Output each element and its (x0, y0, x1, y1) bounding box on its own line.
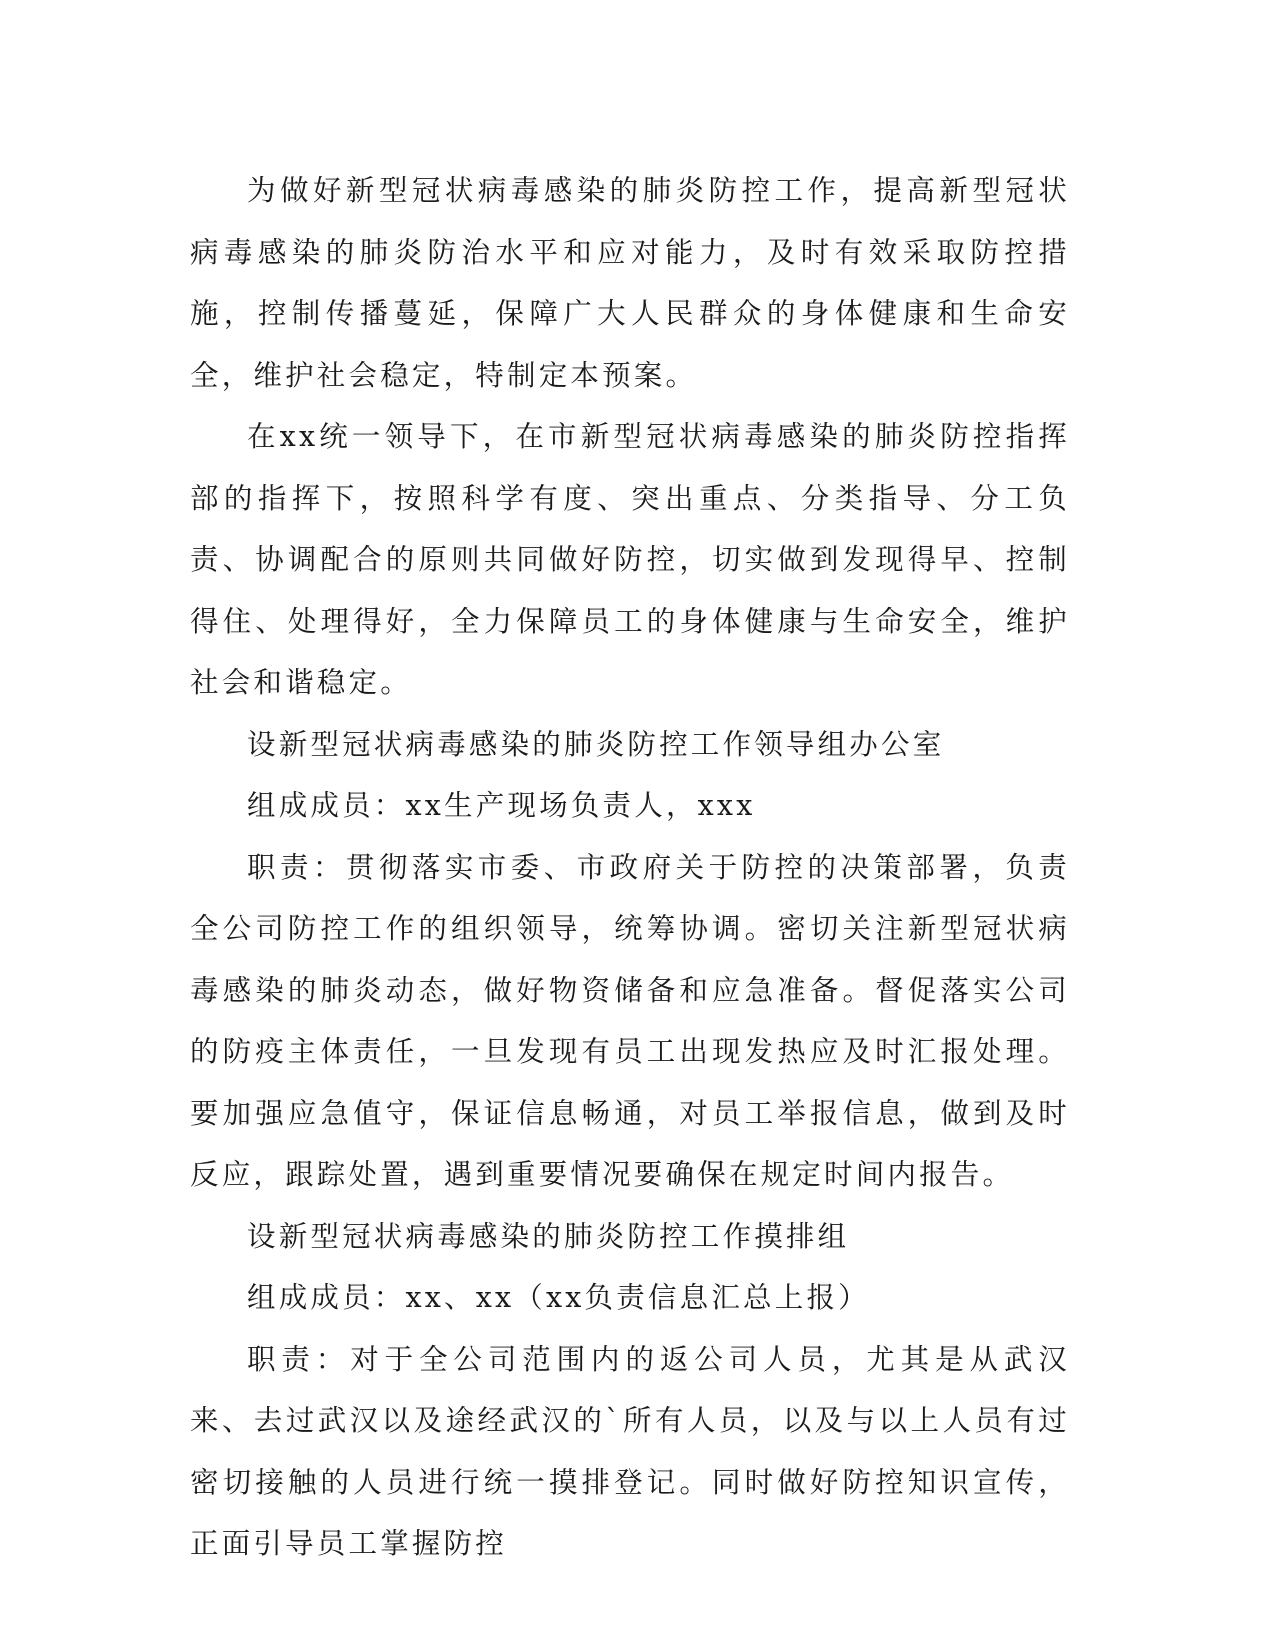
document-body (190, 160, 1070, 1575)
paragraph-survey-members: 组成成员：xx、xx（xx负责信息汇总上报） (247, 1281, 870, 1314)
paragraph-survey-heading: 设新型冠状病毒感染的肺炎防控工作摸排组 (247, 1219, 850, 1253)
paragraph-office-heading: 设新型冠状病毒感染的肺炎防控工作领导组办公室 (247, 727, 945, 761)
paragraph-purpose: 为做好新型冠状病毒感染的肺炎防控工作，提高新型冠状病毒感染的肺炎防治水平和应对能力，及时有效采取防控措施，控制传播蔓延，保障广大人民群众的身体健康和生命安全，维护社会稳定，特制定本预案。 (190, 174, 1070, 392)
paragraph-office-duties: 职责：贯彻落实市委、市政府关于防控的决策部署，负责全公司防控工作的组织领导，统筹协调。密切关注新型冠状病毒感染的肺炎动态，做好物资储备和应急准备。督促落实公司的防疫主体责任，一旦发现有员工出现发热应及时汇报处理。要加强应急值守，保证信息畅通，对员工举报信息，做到及时反应，跟踪处置，遇到重要情况要确保在规定时间内报告。 (190, 850, 1070, 1191)
paragraph-survey-duties: 职责：对于全公司范围内的返公司人员，尤其是从武汉来、去过武汉以及途经武汉的`所有人员，以及与以上人员有过密切接触的人员进行统一摸排登记。同时做好防控知识宣传，正面引导员工掌握防控 (190, 1342, 1070, 1560)
paragraph-principles: 在xx统一领导下，在市新型冠状病毒感染的肺炎防控指挥部的指挥下，按照科学有度、突出重点、分类指导、分工负责、协调配合的原则共同做好防控，切实做到发现得早、控制得住、处理得好，全力保障员工的身体健康与生命安全，维护社会和谐稳定。 (190, 420, 1070, 699)
paragraph-office-members: 组成成员：xx生产现场负责人，xxx (247, 789, 756, 822)
